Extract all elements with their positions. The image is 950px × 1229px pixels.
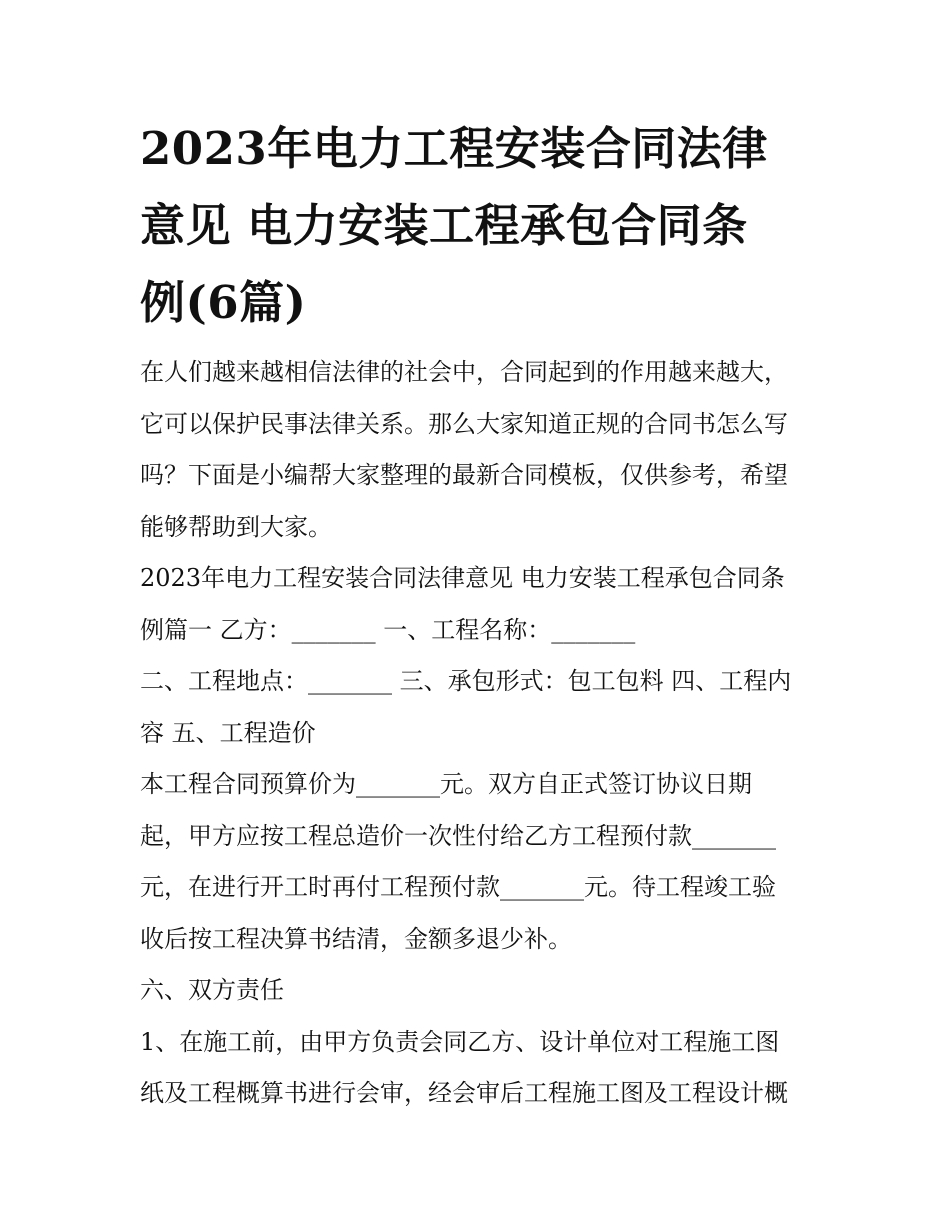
text-line: 能够帮助到大家。 — [140, 512, 332, 541]
document-title — [140, 110, 820, 341]
text-line: 例篇一 乙方：_______ 一、工程名称：_______ — [140, 615, 636, 644]
text-line: 二、工程地点：_______ 三、承包形式：包工包料 四、工程内 — [140, 667, 792, 695]
text-line: 2023年电力工程安装合同法律意见 电力安装工程承包合同条 — [140, 564, 785, 592]
text-line: 1、在施工前，由甲方负责会同乙方、设计单位对工程施工图 — [140, 1027, 780, 1056]
text-line: 收后按工程决算书结清，金额多退少补。 — [140, 924, 572, 953]
responsibility-heading — [140, 965, 820, 1017]
title-line: 意见 电力安装工程承包合同条 — [140, 199, 748, 252]
price-paragraph — [140, 759, 820, 965]
text-line: 元，在进行开工时再付工程预付款_______元。待工程竣工验 — [140, 873, 776, 901]
text-line: 六、双方责任 — [140, 976, 284, 1004]
text-line: 在人们越来越相信法律的社会中，合同起到的作用越来越大， — [140, 358, 788, 386]
text-line: 本工程合同预算价为_______元。双方自正式签订协议日期 — [140, 770, 752, 798]
text-line: 容 五、工程造价 — [140, 718, 316, 747]
intro-paragraph — [140, 347, 820, 553]
contract-header-paragraph — [140, 553, 820, 656]
text-line: 纸及工程概算书进行会审，经会审后工程施工图及工程设计概 — [140, 1079, 788, 1107]
title-line: 2023年电力工程安装合同法律 — [140, 122, 768, 175]
title-line: 例(6篇) — [140, 276, 307, 329]
project-info-paragraph — [140, 656, 820, 759]
text-line: 起，甲方应按工程总造价一次性付给乙方工程预付款_______ — [140, 821, 776, 850]
text-line: 它可以保护民事法律关系。那么大家知道正规的合同书怎么写 — [140, 409, 788, 438]
text-line: 吗？下面是小编帮大家整理的最新合同模板，仅供参考，希望 — [140, 461, 788, 489]
clause-paragraph — [140, 1017, 820, 1120]
document-page — [140, 110, 820, 1120]
